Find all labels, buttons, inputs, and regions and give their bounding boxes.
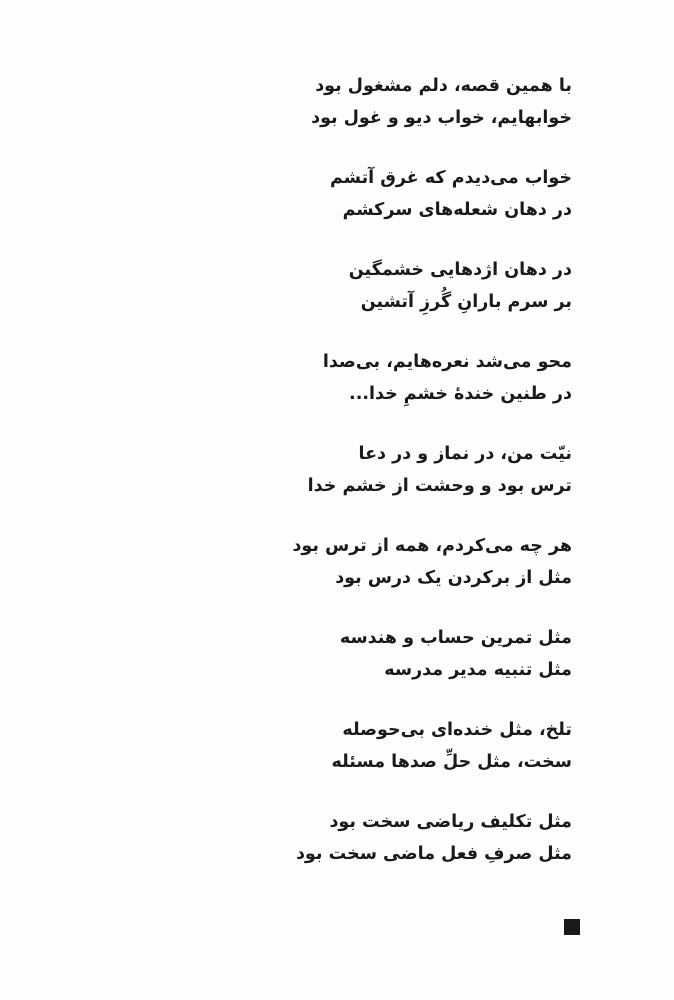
poem-line: هر چه می‌کردم، همه از ترس بود [292, 536, 572, 556]
poem-line: مثل صرفِ فعل ماضی سخت بود [295, 844, 572, 864]
stanza-2 [272, 162, 572, 254]
poem-line: بر سرم بارانِ گُرزِ آتشین [360, 292, 572, 312]
poem-line: در طنین خندهٔ خشمِ خدا... [349, 384, 572, 404]
poem-line: خواب می‌دیدم که غرق آتشم [330, 168, 572, 188]
stanza-6 [272, 530, 572, 622]
stanza-4 [272, 346, 572, 438]
poem-line: نیّت من، در نماز و در دعا [358, 444, 572, 464]
poem-line: در دهان شعله‌های سرکشم [342, 200, 572, 220]
poem-line: خوابهایم، خواب دیو و غول بود [311, 108, 572, 128]
poem-line: در دهان اژدهایی خشمگین [348, 260, 572, 280]
stanza-9 [272, 806, 572, 898]
end-of-section-square-icon [564, 919, 580, 935]
stanza-1 [272, 70, 572, 162]
stanza-5 [272, 438, 572, 530]
poem-line: مثل تکلیف ریاضی سخت بود [329, 812, 572, 832]
poem-line: محو می‌شد نعره‌هایم، بی‌صدا [322, 352, 572, 372]
stanza-8 [272, 714, 572, 806]
poem-line: با همین قصه، دلم مشغول بود [315, 76, 572, 96]
poem [272, 70, 572, 898]
poem-line: سخت، مثل حلِّ صدها مسئله [331, 752, 572, 772]
stanza-7 [272, 622, 572, 714]
stanza-3 [272, 254, 572, 346]
poem-line: ترس بود و وحشت از خشم خدا [307, 476, 572, 496]
poem-line: مثل تنبیه مدیر مدرسه [384, 660, 572, 680]
poem-line: مثل از برکردن یک درس بود [335, 568, 572, 588]
poem-line: تلخ، مثل خنده‌ای بی‌حوصله [342, 720, 572, 740]
poem-line: مثل تمرین حساب و هندسه [339, 628, 572, 648]
